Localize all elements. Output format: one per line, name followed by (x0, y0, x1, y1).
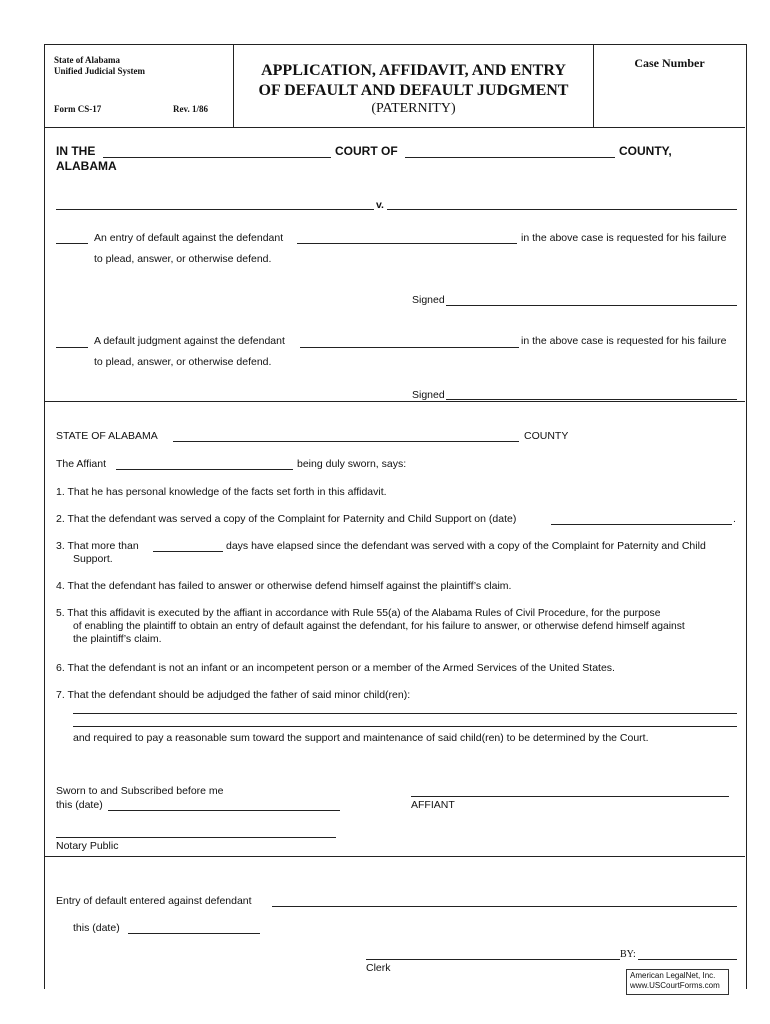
org-line2: Unified Judicial System (54, 66, 146, 76)
days-field[interactable] (153, 551, 223, 552)
court-of-label: COURT OF (335, 144, 398, 158)
item-2-end: . (733, 513, 736, 525)
signed-label-1: Signed (412, 294, 445, 306)
sworn-date-label: this (date) (56, 799, 103, 811)
clerk-signature-field[interactable] (366, 959, 620, 960)
section-divider-affidavit (44, 401, 745, 402)
default-text-b: in the above case is requested for his failure (521, 232, 727, 244)
sworn-date-field[interactable] (108, 810, 340, 811)
item-3-b: days have elapsed since the defendant was served with a copy of the Complaint for Paternity and Child (226, 540, 706, 552)
affiant-sworn-text: being duly sworn, says: (297, 458, 407, 470)
item-7-end: and required to pay a reasonable sum toward the support and maintenance of said child(ren) to be determined by the Court. (73, 732, 649, 744)
signature-field-2[interactable] (446, 399, 737, 400)
form-title-line2: OF DEFAULT AND DEFAULT JUDGMENT (258, 82, 569, 99)
entry-defendant-field[interactable] (272, 906, 737, 907)
revision: Rev. 1/86 (173, 104, 208, 114)
alabama-label: ALABAMA (56, 159, 117, 173)
item-3-a: 3. That more than (56, 540, 139, 552)
item-6: 6. That the defendant is not an infant or an incompetent person or a member of the Armed Services of the United States. (56, 662, 615, 674)
item-2: 2. That the defendant was served a copy of the Complaint for Paternity and Child Support on (date) (56, 513, 517, 525)
children-field-1[interactable] (73, 713, 737, 714)
item-7: 7. That the defendant should be adjudged the father of said minor child(ren): (56, 689, 411, 701)
defendant-field[interactable] (387, 209, 737, 210)
affidavit-county-label: COUNTY (524, 430, 569, 442)
affiant-signature-field[interactable] (411, 796, 729, 797)
case-number-label: Case Number (634, 56, 705, 70)
sworn-label: Sworn to and Subscribed before me (56, 785, 224, 797)
form-number: Form CS-17 (54, 104, 102, 114)
org-line1: State of Alabama (54, 55, 120, 65)
item-5-b: of enabling the plaintiff to obtain an entry of default against the defendant, for his failure to answer, or otherwise defend himself against (73, 621, 685, 632)
by-signature-field[interactable] (638, 959, 737, 960)
item-1: 1. That he has personal knowledge of the facts set forth in this affidavit. (56, 486, 387, 498)
entry-date-label: this (date) (73, 922, 120, 934)
default-text-a: An entry of default against the defendant (94, 232, 284, 244)
in-the-label: IN THE (56, 144, 96, 158)
form-subtitle: (PATERNITY) (371, 101, 456, 116)
default-text-c: to plead, answer, or otherwise defend. (94, 253, 272, 265)
affiant-name-field[interactable] (116, 469, 293, 470)
affidavit-county-field[interactable] (173, 441, 519, 442)
judgment-text-c: to plead, answer, or otherwise defend. (94, 356, 272, 368)
judgment-defendant-field[interactable] (300, 347, 519, 348)
affiant-signature-label: AFFIANT (411, 799, 455, 811)
county-label: COUNTY, (619, 144, 672, 158)
publisher-line1: American LegalNet, Inc. (630, 971, 716, 980)
clerk-label: Clerk (366, 962, 391, 974)
item-3-c: Support. (73, 553, 113, 565)
judgment-check-field[interactable] (56, 347, 88, 348)
publisher-line2: www.USCourtForms.com (630, 981, 720, 990)
service-date-field[interactable] (551, 524, 732, 525)
publisher-stamp (626, 969, 729, 995)
by-label: BY: (620, 949, 636, 960)
notary-signature-field[interactable] (56, 837, 336, 838)
section-divider-entry (44, 856, 745, 857)
default-defendant-field[interactable] (297, 243, 517, 244)
item-4: 4. That the defendant has failed to answer or otherwise defend himself against the plaintiff’s claim. (56, 580, 512, 592)
entry-date-field[interactable] (128, 933, 260, 934)
state-label: STATE OF ALABAMA (56, 430, 158, 442)
form-title-line1: APPLICATION, AFFIDAVIT, AND ENTRY (261, 62, 566, 79)
judgment-text-a: A default judgment against the defendant (94, 335, 285, 347)
signed-label-2: Signed (412, 389, 445, 401)
children-field-2[interactable] (73, 726, 737, 727)
affiant-label: The Affiant (56, 458, 107, 470)
judgment-text-b: in the above case is requested for his failure (521, 335, 727, 347)
item-5-c: the plaintiff’s claim. (73, 633, 162, 645)
entry-label: Entry of default entered against defendant (56, 895, 252, 907)
county-name-field[interactable] (405, 157, 615, 158)
header-divider (44, 127, 745, 128)
item-5-a: 5. That this affidavit is executed by the affiant in accordance with Rule 55(a) of the Alabama Rules of Civil Procedure, for the purpose (56, 608, 661, 619)
versus-label: v. (376, 199, 384, 211)
signature-field-1[interactable] (446, 305, 737, 306)
court-name-field[interactable] (103, 157, 331, 158)
plaintiff-field[interactable] (56, 209, 374, 210)
default-check-field[interactable] (56, 243, 88, 244)
notary-label: Notary Public (56, 840, 119, 852)
